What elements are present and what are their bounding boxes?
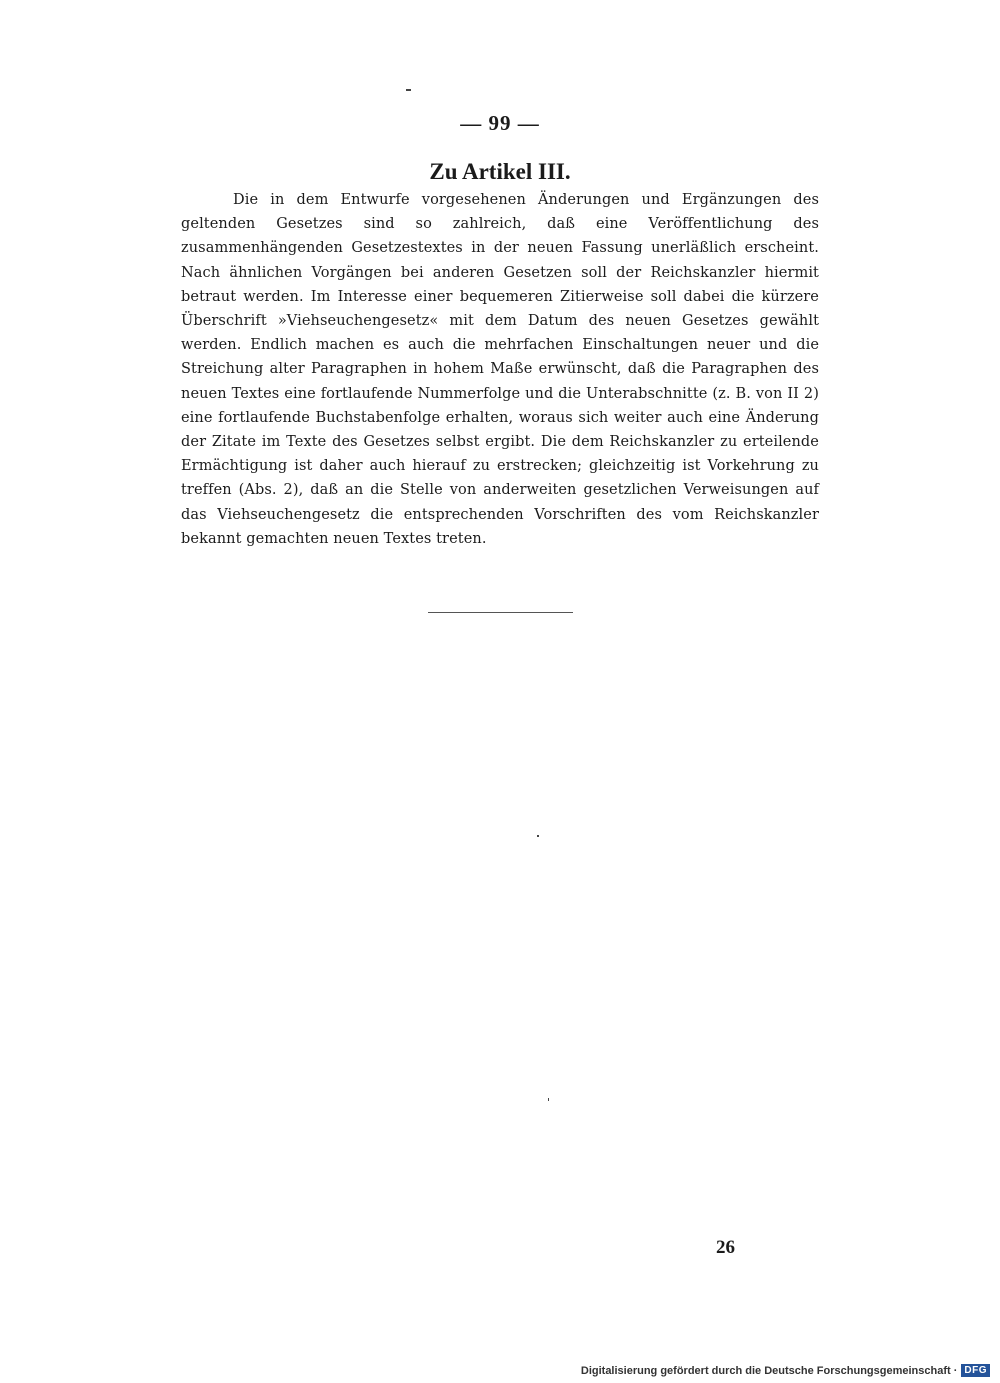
body-paragraph: Die in dem Entwurfe vorgesehenen Änderungen und Ergänzungen des geltenden Gesetzes sind so zahlreich, daß eine Veröffentlichung des zusammenhängenden Gesetzestextes in der neuen Fassung unerläßlich erscheint. Nach ähnlichen Vorgängen bei anderen Gesetzen soll der Reichskanzler hiermit betraut werden. Im Interesse einer bequemeren Zitierweise soll dabei die kürzere Überschrift »Viehseuchengesetz« mit dem Datum des neuen Gesetzes gewählt werden. Endlich machen es auch die mehrfachen Einschaltungen neuer und die Streichung alter Paragraphen in hohem Maße erwünscht, daß die Paragraphen des neuen Textes eine fortlaufende Nummerfolge und die Unterabschnitte (z. B. von II 2) eine fortlaufende Buchstabenfolge erhalten, woraus sich weiter auch eine Änderung der Zitate im Texte des Gesetzes selbst ergibt. Die dem Reichskanzler zu erteilende Ermächtigung ist daher auch hierauf zu erstrecken; gleichzeitig ist Vorkehrung zu treffen (Abs. 2), daß an die Stelle von anderweiten gesetzlichen Verweisungen auf das Viehseuchengesetz die entsprechenden Vorschriften des vom Reichskanzler bekannt gemachten neuen Textes treten. xyxy=(181,192,819,547)
sheet-signature-number: 26 xyxy=(716,1237,735,1258)
digitization-footer xyxy=(581,1364,990,1377)
scan-speck xyxy=(406,89,411,91)
dfg-logo: DFG xyxy=(961,1364,990,1377)
footer-credit-text: Digitalisierung gefördert durch die Deutsche Forschungsgemeinschaft · xyxy=(580,1364,958,1377)
page-number-header: — 99 — xyxy=(460,111,540,135)
section-separator-rule xyxy=(428,612,573,613)
scan-speck xyxy=(548,1098,549,1101)
scan-speck xyxy=(537,835,539,837)
section-heading: Zu Artikel III. xyxy=(429,159,571,184)
